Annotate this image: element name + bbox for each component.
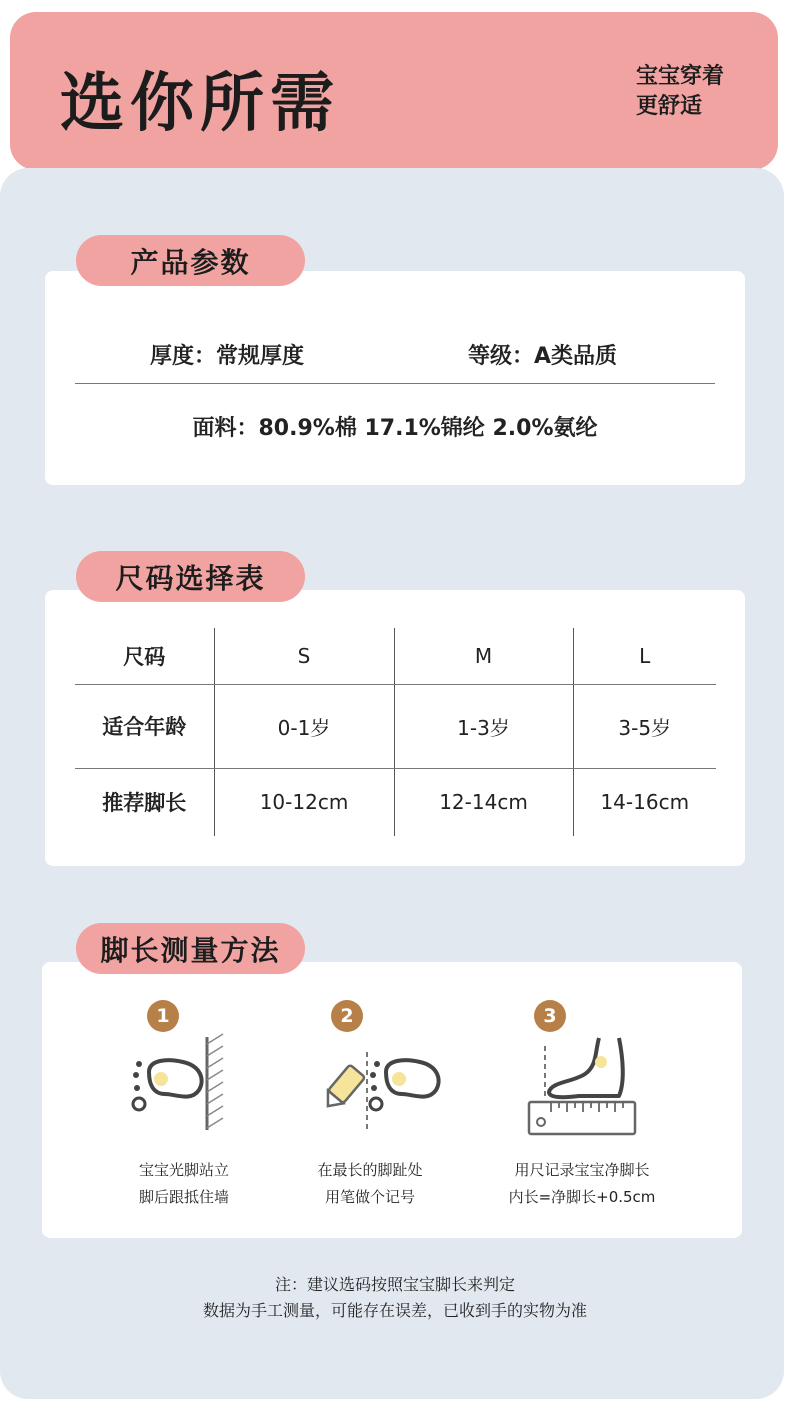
table-cell: 0-1岁	[214, 684, 394, 768]
footnote-line2: 数据为手工测量，可能存在误差，已收到手的实物为准	[202, 1301, 587, 1320]
step-text-line: 脚后跟抵住墙	[138, 1188, 229, 1206]
step-number-badge: 1	[147, 1000, 179, 1032]
size-table	[75, 628, 716, 836]
header-banner	[10, 12, 778, 170]
table-row	[75, 684, 716, 768]
footnote-line1: 注：建议选码按照宝宝脚长来判定	[274, 1275, 515, 1294]
param-grade: 等级：A类品质	[468, 344, 618, 369]
section-title-measure: 脚长测量方法	[76, 923, 305, 974]
table-cell: 适合年龄	[75, 684, 214, 768]
params-card	[45, 271, 745, 485]
measure-card	[42, 962, 742, 1238]
step-description	[250, 1157, 490, 1211]
step-text-line: 内长=净脚长+0.5cm	[508, 1188, 656, 1206]
step-text-line: 用笔做个记号	[324, 1188, 415, 1206]
table-cell: S	[214, 628, 394, 684]
table-cell: 3-5岁	[573, 684, 716, 768]
header-subtitle-line2: 更舒适	[636, 94, 703, 119]
table-cell: L	[573, 628, 716, 684]
params-row	[45, 339, 745, 369]
table-row	[75, 768, 716, 836]
footnote	[0, 1272, 790, 1324]
table-cell: M	[394, 628, 573, 684]
table-cell: 推荐脚长	[75, 768, 214, 836]
size-card	[45, 590, 745, 866]
step-text-line: 用尺记录宝宝净脚长	[514, 1161, 650, 1179]
section-title-size: 尺码选择表	[76, 551, 305, 602]
page-title: 选你所需	[60, 67, 340, 141]
ruler-foot-icon	[527, 1032, 642, 1142]
divider	[75, 383, 715, 384]
step-text-line: 宝宝光脚站立	[138, 1161, 229, 1179]
header-subtitle-line1: 宝宝穿着	[636, 64, 725, 89]
section-title-params: 产品参数	[76, 235, 305, 286]
table-header-row	[75, 628, 716, 684]
header-subtitle	[636, 62, 724, 122]
step-number-badge: 2	[331, 1000, 363, 1032]
table-cell: 1-3岁	[394, 684, 573, 768]
pencil-mark-icon	[322, 1032, 447, 1132]
step-description	[462, 1157, 702, 1211]
foot-against-wall-icon	[127, 1032, 232, 1132]
table-cell: 12-14cm	[394, 768, 573, 836]
step-number-badge: 3	[534, 1000, 566, 1032]
table-cell: 14-16cm	[600, 790, 690, 815]
param-thickness: 厚度：常规厚度	[150, 344, 305, 369]
param-fabric: 面料：80.9%棉 17.1%锦纶 2.0%氨纶	[192, 416, 598, 441]
table-cell: 10-12cm	[214, 768, 394, 836]
table-cell: 尺码	[75, 628, 214, 684]
step-text-line: 在最长的脚趾处	[317, 1161, 423, 1179]
